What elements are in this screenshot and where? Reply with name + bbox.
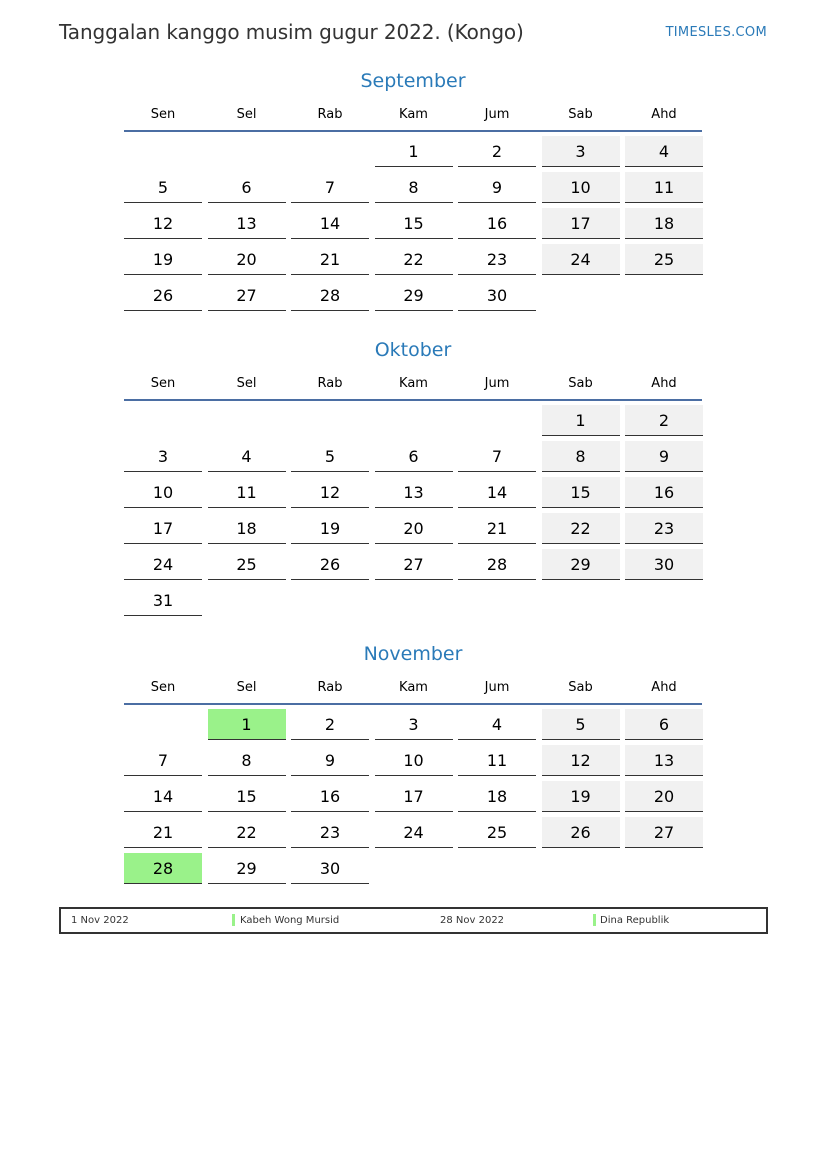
day-cell: 31 xyxy=(124,585,202,616)
day-cell: 9 xyxy=(625,441,703,472)
day-cell: 1 xyxy=(375,136,453,167)
day-cell: 30 xyxy=(625,549,703,580)
day-cell: 19 xyxy=(291,513,369,544)
day-cell: 3 xyxy=(375,709,453,740)
day-cell: 30 xyxy=(291,853,369,884)
day-cell: 10 xyxy=(542,172,620,203)
day-cell: 16 xyxy=(458,208,536,239)
day-grid xyxy=(124,709,702,889)
day-cell: 20 xyxy=(625,781,703,812)
day-cell: 15 xyxy=(375,208,453,239)
weekday-header xyxy=(124,671,702,705)
day-cell: 11 xyxy=(625,172,703,203)
weekday-label: Rab xyxy=(317,107,343,122)
day-cell: 8 xyxy=(542,441,620,472)
weekday-label: Kam xyxy=(399,680,428,695)
day-cell: 17 xyxy=(124,513,202,544)
day-cell: 9 xyxy=(458,172,536,203)
day-cell: 6 xyxy=(625,709,703,740)
day-cell: 24 xyxy=(542,244,620,275)
day-cell: 28 xyxy=(291,280,369,311)
day-cell: 4 xyxy=(458,709,536,740)
holiday-day-cell: 1 xyxy=(208,709,286,740)
day-cell: 3 xyxy=(542,136,620,167)
weekday-label: Rab xyxy=(317,376,343,391)
day-cell: 2 xyxy=(458,136,536,167)
weekday-label: Ahd xyxy=(651,680,677,695)
day-grid xyxy=(124,136,702,316)
holiday-day-cell: 28 xyxy=(124,853,202,884)
day-cell: 19 xyxy=(124,244,202,275)
day-cell: 27 xyxy=(375,549,453,580)
day-cell: 11 xyxy=(458,745,536,776)
day-cell: 25 xyxy=(208,549,286,580)
holiday-color-swatch xyxy=(232,914,235,926)
month-calendar-oktober xyxy=(124,339,702,610)
day-cell: 24 xyxy=(375,817,453,848)
holiday-color-swatch xyxy=(593,914,596,926)
weekday-label: Sab xyxy=(568,376,593,391)
day-cell: 26 xyxy=(291,549,369,580)
legend-holiday-name: Dina Republik xyxy=(600,915,670,926)
day-cell: 22 xyxy=(208,817,286,848)
day-cell: 10 xyxy=(124,477,202,508)
weekday-header xyxy=(124,98,702,132)
day-cell: 7 xyxy=(291,172,369,203)
month-title: Oktober xyxy=(374,339,452,361)
day-cell: 9 xyxy=(291,745,369,776)
day-cell: 8 xyxy=(208,745,286,776)
day-cell: 2 xyxy=(625,405,703,436)
weekday-label: Sen xyxy=(150,107,176,122)
legend-date: 1 Nov 2022 xyxy=(71,915,129,926)
day-cell: 21 xyxy=(124,817,202,848)
day-cell: 17 xyxy=(542,208,620,239)
day-cell: 6 xyxy=(208,172,286,203)
day-grid xyxy=(124,405,702,610)
holiday-legend xyxy=(59,907,768,934)
day-cell: 23 xyxy=(291,817,369,848)
day-cell: 20 xyxy=(375,513,453,544)
day-cell: 14 xyxy=(124,781,202,812)
day-cell: 13 xyxy=(625,745,703,776)
weekday-label: Sel xyxy=(236,680,257,695)
day-cell: 4 xyxy=(208,441,286,472)
weekday-label: Sab xyxy=(568,680,593,695)
day-cell: 22 xyxy=(542,513,620,544)
month-calendar-november xyxy=(124,643,702,889)
weekday-label: Sen xyxy=(150,376,176,391)
weekday-label: Ahd xyxy=(651,107,677,122)
weekday-label: Ahd xyxy=(651,376,677,391)
day-cell: 16 xyxy=(291,781,369,812)
day-cell: 2 xyxy=(291,709,369,740)
weekday-label: Kam xyxy=(399,107,428,122)
day-cell: 26 xyxy=(124,280,202,311)
day-cell: 24 xyxy=(124,549,202,580)
day-cell: 11 xyxy=(208,477,286,508)
day-cell: 26 xyxy=(542,817,620,848)
weekday-label: Jum xyxy=(484,680,510,695)
weekday-label: Sab xyxy=(568,107,593,122)
page-title: Tanggalan kanggo musim gugur 2022. (Kongo) xyxy=(59,20,524,44)
day-cell: 21 xyxy=(291,244,369,275)
day-cell: 5 xyxy=(542,709,620,740)
day-cell: 7 xyxy=(124,745,202,776)
legend-holiday-name: Kabeh Wong Mursid xyxy=(240,915,340,926)
day-cell: 15 xyxy=(542,477,620,508)
month-title: September xyxy=(360,70,466,92)
day-cell: 13 xyxy=(375,477,453,508)
weekday-label: Rab xyxy=(317,680,343,695)
day-cell: 13 xyxy=(208,208,286,239)
day-cell: 23 xyxy=(625,513,703,544)
day-cell: 22 xyxy=(375,244,453,275)
day-cell: 10 xyxy=(375,745,453,776)
day-cell: 29 xyxy=(542,549,620,580)
weekday-header xyxy=(124,367,702,401)
day-cell: 1 xyxy=(542,405,620,436)
day-cell: 27 xyxy=(208,280,286,311)
day-cell: 18 xyxy=(208,513,286,544)
weekday-label: Sel xyxy=(236,107,257,122)
day-cell: 18 xyxy=(625,208,703,239)
weekday-label: Jum xyxy=(484,376,510,391)
day-cell: 21 xyxy=(458,513,536,544)
day-cell: 14 xyxy=(291,208,369,239)
weekday-label: Kam xyxy=(399,376,428,391)
day-cell: 3 xyxy=(124,441,202,472)
day-cell: 12 xyxy=(124,208,202,239)
day-cell: 5 xyxy=(124,172,202,203)
day-cell: 19 xyxy=(542,781,620,812)
day-cell: 25 xyxy=(625,244,703,275)
day-cell: 4 xyxy=(625,136,703,167)
day-cell: 12 xyxy=(542,745,620,776)
legend-date: 28 Nov 2022 xyxy=(440,915,505,926)
day-cell: 27 xyxy=(625,817,703,848)
day-cell: 18 xyxy=(458,781,536,812)
day-cell: 17 xyxy=(375,781,453,812)
day-cell: 6 xyxy=(375,441,453,472)
day-cell: 8 xyxy=(375,172,453,203)
day-cell: 16 xyxy=(625,477,703,508)
day-cell: 15 xyxy=(208,781,286,812)
day-cell: 14 xyxy=(458,477,536,508)
day-cell: 23 xyxy=(458,244,536,275)
weekday-label: Sel xyxy=(236,376,257,391)
day-cell: 28 xyxy=(458,549,536,580)
day-cell: 12 xyxy=(291,477,369,508)
day-cell: 25 xyxy=(458,817,536,848)
day-cell: 20 xyxy=(208,244,286,275)
weekday-label: Sen xyxy=(150,680,176,695)
month-calendar-september xyxy=(124,70,702,316)
day-cell: 7 xyxy=(458,441,536,472)
weekday-label: Jum xyxy=(484,107,510,122)
day-cell: 5 xyxy=(291,441,369,472)
day-cell: 30 xyxy=(458,280,536,311)
brand-link[interactable]: TIMESLES.COM xyxy=(665,25,767,40)
day-cell: 29 xyxy=(208,853,286,884)
month-title: November xyxy=(363,643,463,665)
day-cell: 29 xyxy=(375,280,453,311)
